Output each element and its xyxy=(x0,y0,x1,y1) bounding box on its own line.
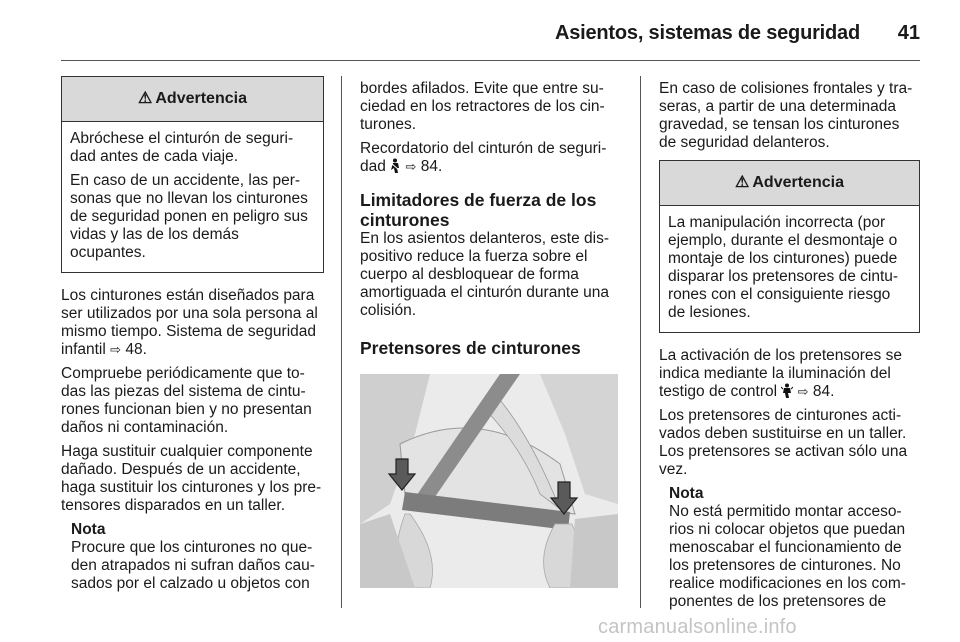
page-reference-icon: ⇨ xyxy=(110,342,122,357)
warning-box xyxy=(61,76,324,273)
page-reference-icon: ⇨ xyxy=(405,159,417,174)
note-block xyxy=(61,521,324,593)
body-paragraph xyxy=(659,347,920,401)
body-text: Los cinturones están diseñados para ser utilizados por una sola persona al mismo tiempo. Sistema de seguridad infantil xyxy=(61,287,318,358)
warning-box xyxy=(659,160,920,333)
page-reference: 48. xyxy=(125,341,147,358)
page-header-title: Asientos, sistemas de seguridad xyxy=(554,22,860,44)
warning-title: Advertencia xyxy=(155,90,247,107)
note-text: No está permitido montar acceso-rios ni colocar objetos que puedan menoscabar el funcionamiento de los pretensores de cinturones. No realice modificaciones en los com-ponentes de los pretensores de xyxy=(669,503,906,610)
warning-triangle-icon: ⚠ xyxy=(138,90,153,107)
warning-triangle-icon: ⚠ xyxy=(735,174,750,191)
body-paragraph: Compruebe periódicamente que to-das las piezas del sistema de cintu-rones funcionan bien y no presentan daños ni contaminación. xyxy=(61,365,312,436)
page-reference-icon: ⇨ xyxy=(797,384,809,399)
page-number: 41 xyxy=(897,22,920,44)
body-text: Recordatorio del cinturón de seguri-dad xyxy=(360,140,607,175)
body-paragraph: bordes afilados. Evite que entre su-ciedad en los retractores de los cin-turones. xyxy=(360,80,605,133)
seatbelt-reminder-icon xyxy=(390,158,405,175)
body-paragraph: En caso de colisiones frontales y tra-seras, a partir de una determinada gravedad, se tensan los cinturones de seguridad delanteros. xyxy=(659,80,913,151)
column-divider xyxy=(341,76,342,608)
page-reference: 84. xyxy=(420,158,443,175)
warning-paragraph: La manipulación incorrecta (por ejemplo, durante el desmontaje o montaje de los cinturones) puede disparar los pretensores de cintu-rones con el consiguiente riesgo de lesiones. xyxy=(668,214,899,321)
header-divider xyxy=(61,60,920,61)
note-block xyxy=(659,485,920,611)
warning-title: Advertencia xyxy=(752,174,844,191)
warning-header xyxy=(62,77,323,122)
warning-paragraph: En caso de un accidente, las per-sonas que no llevan los cinturones de seguridad ponen en peligro sus vidas y las de los demás ocupantes. xyxy=(70,172,308,261)
body-paragraph: Los pretensores de cinturones acti-vados deben sustituirse en un taller. Los pretensores se activan sólo una vez. xyxy=(659,407,908,478)
note-label: Nota xyxy=(669,485,704,502)
note-label: Nota xyxy=(71,521,106,538)
seatbelt-pretensioner-illustration xyxy=(360,374,618,588)
body-text: La activación de los pretensores se indica mediante la iluminación del testigo de control xyxy=(659,347,902,400)
body-paragraph xyxy=(61,287,324,359)
column-divider xyxy=(640,76,641,608)
warning-header xyxy=(660,161,919,206)
column-3 xyxy=(659,80,920,611)
pretensioner-warning-light-icon xyxy=(781,383,797,400)
note-text: Procure que los cinturones no que-den atrapados ni sufran daños cau-sados por el calzado u objetos con xyxy=(71,539,315,592)
page-reference: 84. xyxy=(812,383,835,400)
section-heading: Limitadores de fuerza de los cinturones xyxy=(360,190,597,230)
body-paragraph xyxy=(360,140,622,176)
body-paragraph: En los asientos delanteros, este dis-positivo reduce la fuerza sobre el cuerpo al desbloquear de forma amortiguada el cinturón durante una colisión. xyxy=(360,230,610,319)
column-1 xyxy=(61,76,324,593)
body-paragraph: Haga sustituir cualquier componente dañado. Después de un accidente, haga sustituir los cinturones y los pre-tensores disparados en un taller. xyxy=(61,443,322,514)
column-2 xyxy=(360,80,622,588)
section-heading: Pretensores de cinturones xyxy=(360,338,581,358)
watermark: carmanualsonline.info xyxy=(598,616,797,638)
warning-paragraph: Abróchese el cinturón de seguri-dad antes de cada viaje. xyxy=(70,130,294,165)
